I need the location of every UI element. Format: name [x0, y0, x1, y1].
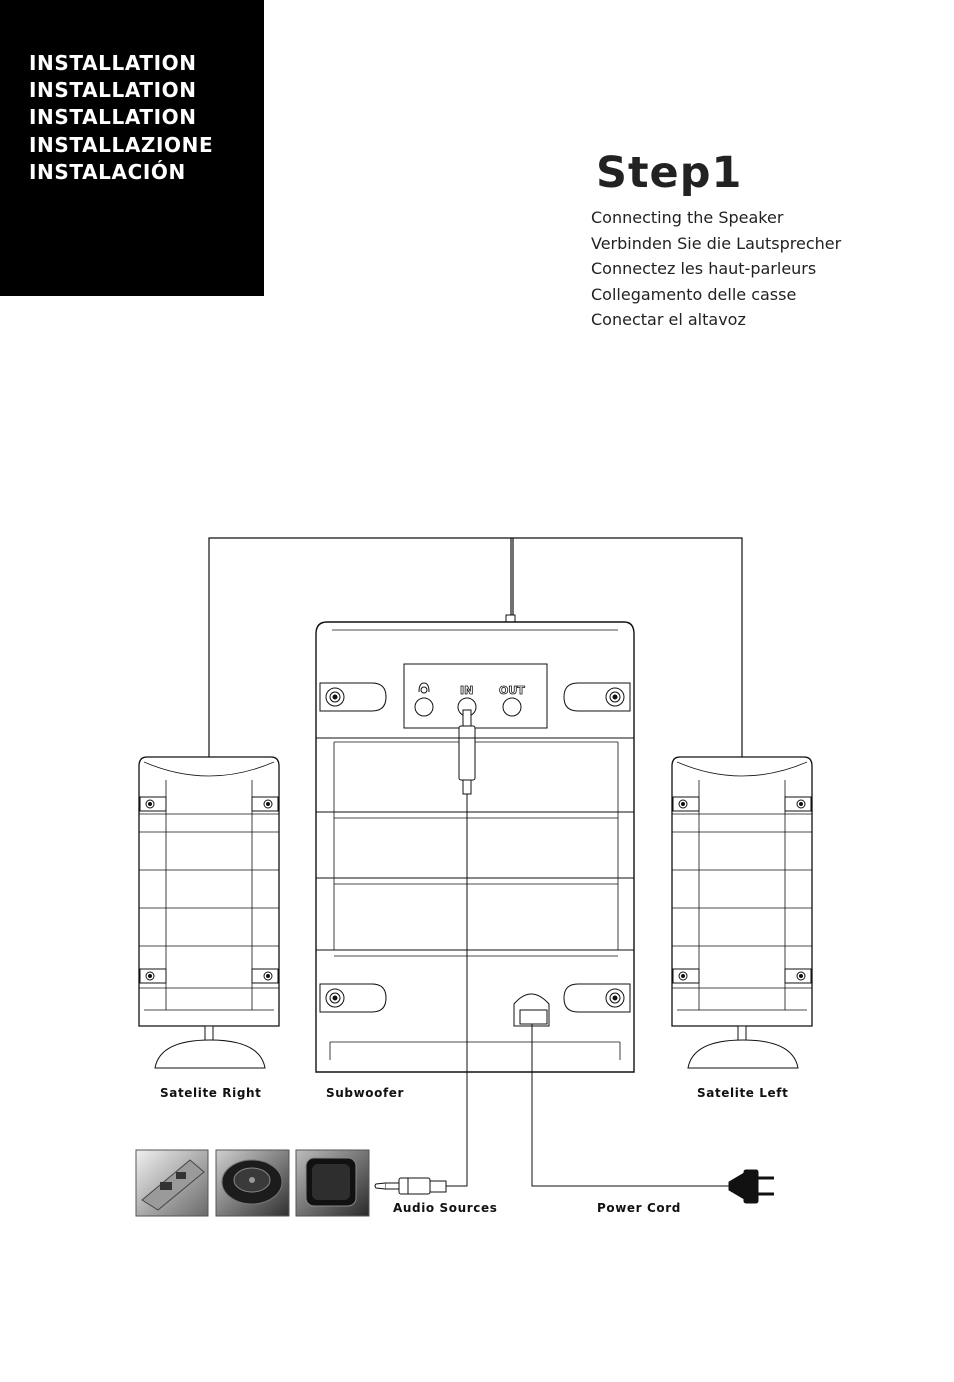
sound-card-icon [136, 1150, 208, 1216]
power-cord-label: Power Cord [597, 1201, 681, 1215]
installation-title-de: INSTALLATION [29, 78, 197, 103]
step-line-it: Collegamento delle casse [591, 284, 797, 304]
installation-title-fr: INSTALLATION [29, 105, 197, 130]
subwoofer-label: Subwoofer [326, 1086, 405, 1100]
installation-title-it: INSTALLAZIONE [29, 132, 214, 157]
satellite-left-label: Satelite Left [697, 1086, 789, 1100]
installation-title-en: INSTALLATION [29, 51, 197, 75]
satellite-left [672, 757, 812, 1068]
audio-sources-label: Audio Sources [393, 1201, 498, 1215]
installation-title-es: INSTALACIÓN [29, 159, 186, 184]
step-line-en: Connecting the Speaker [591, 208, 784, 227]
tv-icon [296, 1150, 369, 1216]
power-plug-icon [729, 1170, 774, 1203]
step-line-es: Conectar el altavoz [591, 310, 746, 330]
jack-out-label: OUT [499, 684, 525, 697]
step-line-de: Verbinden Sie die Lautsprecher [591, 233, 842, 253]
subwoofer [316, 622, 634, 1072]
step-line-fr: Connectez les haut-parleurs [591, 259, 817, 279]
cd-player-icon [216, 1150, 289, 1216]
jack-in-label: IN [460, 684, 474, 697]
step-title: Step1 [596, 148, 743, 198]
satellite-right-label: Satelite Right [160, 1086, 262, 1100]
audio-plug-icon [375, 1178, 446, 1194]
satellite-right [139, 757, 279, 1068]
